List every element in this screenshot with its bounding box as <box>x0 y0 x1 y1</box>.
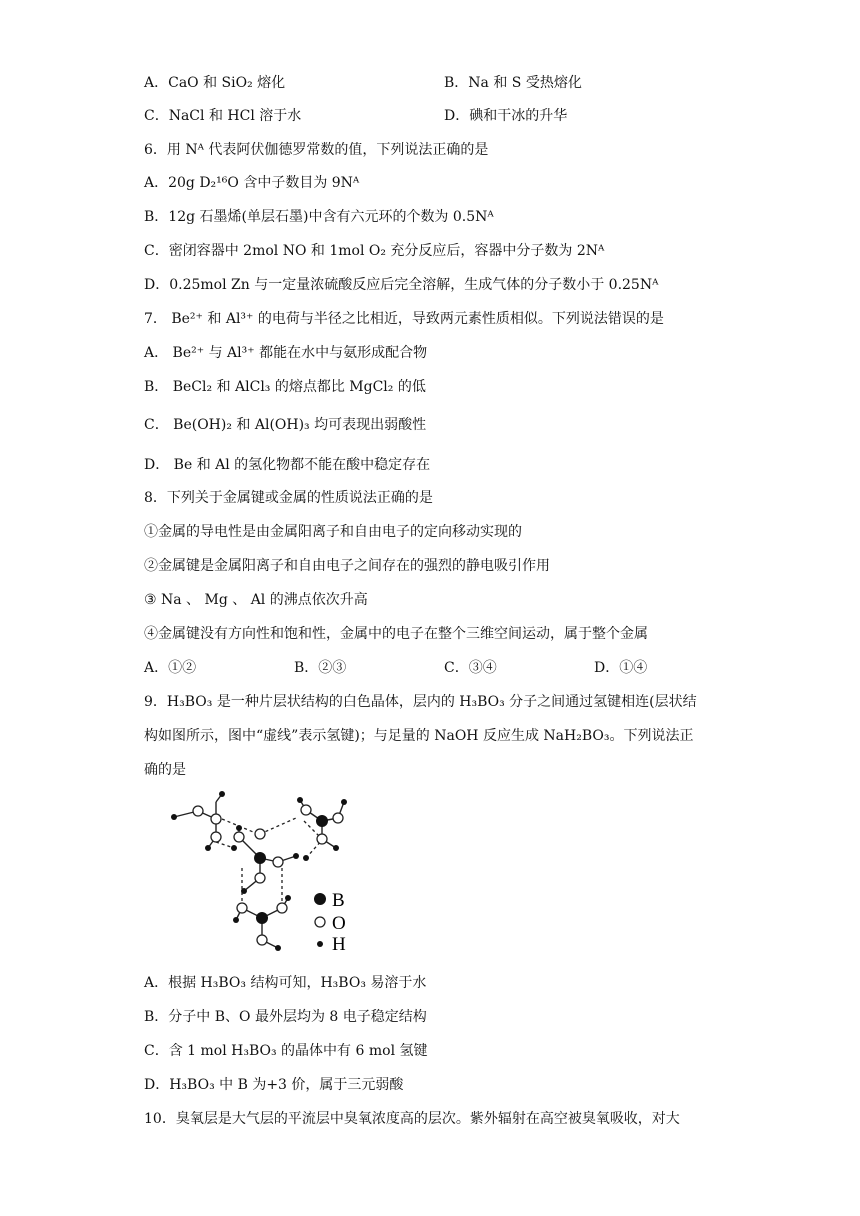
q9-option-c: C．含 1 mol H₃BO₃ 的晶体中有 6 mol 氢键 <box>144 1043 428 1059</box>
q6-option-c: C．密闭容器中 2mol NO 和 1mol O₂ 充分反应后，容器中分子数为 2Nᴬ <box>144 243 605 259</box>
q8-option-a: A．①② <box>144 660 197 676</box>
q6-stem: 6．用 Nᴬ 代表阿伏伽德罗常数的值，下列说法正确的是 <box>144 142 489 158</box>
q8-option-c: C．③④ <box>444 660 497 676</box>
q5-option-d: D．碘和干冰的升华 <box>444 108 568 124</box>
q7-stem: 7． Be²⁺ 和 Al³⁺ 的电荷与半径之比相近，导致两元素性质相似。下列说法错误的是 <box>144 311 664 327</box>
q9-option-a: A．根据 H₃BO₃ 结构可知，H₃BO₃ 易溶于水 <box>144 975 427 991</box>
q8-option-b: B．②③ <box>294 660 347 676</box>
boron-atoms <box>254 815 328 924</box>
q8-statement-4: ④金属键没有方向性和饱和性，金属中的电子在整个三维空间运动，属于整个金属 <box>144 626 648 642</box>
legend-boron-label: B <box>332 890 345 911</box>
q8-option-d: D．①④ <box>594 660 648 676</box>
q5-option-b: B．Na 和 S 受热熔化 <box>444 75 582 91</box>
q5-option-a: A．CaO 和 SiO₂ 熔化 <box>144 75 286 91</box>
legend-hydrogen-label: H <box>332 934 346 955</box>
legend-oxygen-label: O <box>332 913 346 934</box>
q5-option-c: C．NaCl 和 HCl 溶于水 <box>144 108 302 124</box>
q8-stem: 8．下列关于金属键或金属的性质说法正确的是 <box>144 490 433 506</box>
q7-option-a: A． Be²⁺ 与 Al³⁺ 都能在水中与氨形成配合物 <box>144 345 428 361</box>
q9-option-d: D．H₃BO₃ 中 B 为+3 价，属于三元弱酸 <box>144 1077 404 1093</box>
q8-statement-3: ③ Na 、 Mg 、 Al 的沸点依次升高 <box>144 592 368 608</box>
legend-hydrogen-marker <box>317 941 323 947</box>
q7-option-b: B． BeCl₂ 和 AlCl₃ 的熔点都比 MgCl₂ 的低 <box>144 379 426 395</box>
q9-option-b: B．分子中 B、O 最外层均为 8 电子稳定结构 <box>144 1009 427 1025</box>
q6-option-d: D．0.25mol Zn 与一定量浓硫酸反应后完全溶解，生成气体的分子数小于 0.25Nᴬ <box>144 277 659 293</box>
legend-boron-marker <box>314 893 326 905</box>
q7-option-c: C． Be(OH)₂ 和 Al(OH)₃ 均可表现出弱酸性 <box>144 417 427 433</box>
q8-statement-2: ②金属键是金属阳离子和自由电子之间存在的强烈的静电吸引作用 <box>144 558 550 574</box>
q9-stem-line-3: 确的是 <box>144 762 186 778</box>
q7-option-d: D． Be 和 Al 的氢化物都不能在酸中稳定存在 <box>144 457 431 473</box>
boric-acid-structure-figure <box>146 788 366 958</box>
hydrogen-bonds <box>216 818 322 906</box>
q9-stem-line-2: 构如图所示，图中“虚线”表示氢键)；与足量的 NaOH 反应生成 NaH₂BO₃。下列说法正 <box>144 728 694 744</box>
q8-statement-1: ①金属的导电性是由金属阳离子和自由电子的定向移动实现的 <box>144 524 522 540</box>
q9-stem-line-1: 9．H₃BO₃ 是一种片层状结构的白色晶体，层内的 H₃BO₃ 分子之间通过氢键相连(层状结 <box>144 694 697 710</box>
q6-option-b: B．12g 石墨烯(单层石墨)中含有六元环的个数为 0.5Nᴬ <box>144 209 494 225</box>
figure-legend <box>314 890 346 955</box>
q6-option-a: A．20g D₂¹⁶O 含中子数目为 9Nᴬ <box>144 175 360 191</box>
q10-stem-line-1: 10．臭氧层是大气层的平流层中臭氧浓度高的层次。紫外辐射在高空被臭氧吸收，对大 <box>144 1111 680 1127</box>
legend-oxygen-marker <box>315 917 325 927</box>
